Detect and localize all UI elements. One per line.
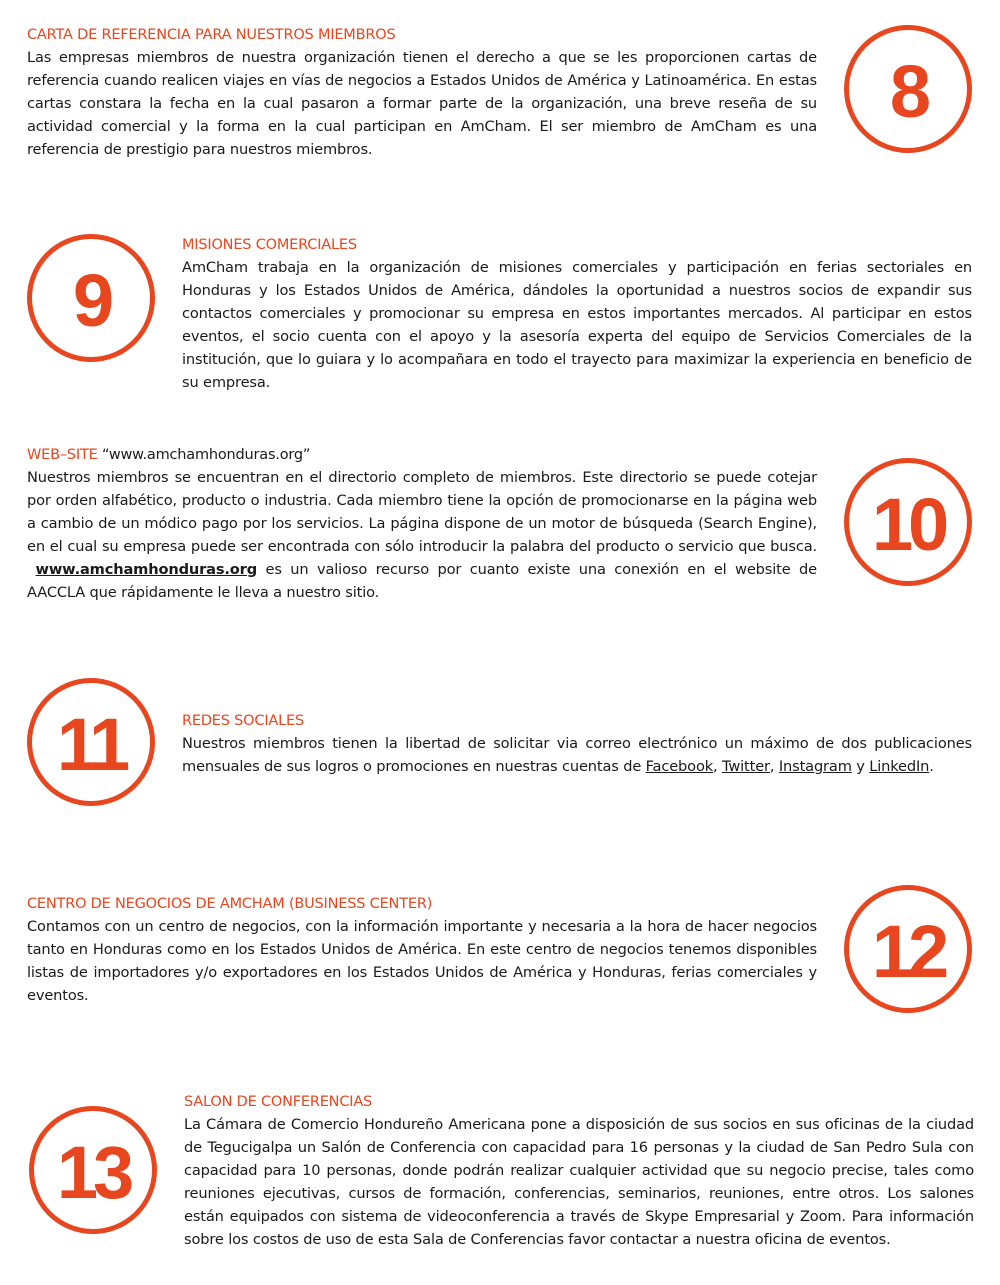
facebook-link[interactable]: Facebook: [645, 758, 714, 775]
section-website: [27, 444, 817, 604]
section-title: REDES SOCIALES: [182, 713, 304, 729]
twitter-link[interactable]: Twitter: [722, 758, 770, 775]
section-salon-conferencias: [184, 1091, 974, 1251]
website-link[interactable]: www.amchamhonduras.org: [35, 561, 258, 578]
number-badge-11: 11: [27, 678, 155, 806]
section-misiones-comerciales: [182, 234, 972, 394]
number-badge-12: 12: [844, 885, 972, 1013]
website-url-title: “www.amchamhonduras.org”: [102, 447, 311, 463]
section-centro-negocios: [27, 893, 817, 1007]
number-badge-9: 9: [27, 234, 155, 362]
section-body: La Cámara de Comercio Hondureño Americana pone a disposición de sus socios en sus oficinas de la ciudad de Tegucigalpa un Salón de Conferencia con capacidad para 16 personas y la ciudad de San Pedro Sula con capacidad para 10 personas, donde podrán realizar cualquier actividad que su negocio precise, tales como reuniones ejecutivas, cursos de formación, conferencias, seminarios, reuniones, entre otros. Los salones están equipados con sistema de videoconferencia a través de Skype Empresarial y Zoom. Para información sobre los costos de uso de esta Sala de Conferencias favor contactar a nuestra oficina de eventos.: [184, 1116, 974, 1248]
section-title: CARTA DE REFERENCIA PARA NUESTROS MIEMBROS: [27, 27, 396, 43]
number-badge-8: 8: [844, 25, 972, 153]
linkedin-link[interactable]: LinkedIn: [869, 758, 930, 775]
section-title: WEB–SITE “www.amchamhonduras.org”: [27, 447, 311, 463]
number-badge-10: 10: [844, 458, 972, 586]
section-body: Contamos con un centro de negocios, con la información importante y necesaria a la hora de hacer negocios tanto en Honduras como en los Estados Unidos de América. En este centro de negocios tenemos disponibles listas de importadores y/o exportadores en los Estados Unidos de América y Honduras, ferias comerciales y eventos.: [27, 918, 817, 1004]
section-title: SALON DE CONFERENCIAS: [184, 1094, 373, 1110]
section-body: Nuestros miembros tienen la libertad de solicitar via correo electrónico un máximo de dos publicaciones mensuales de sus logros o promociones en nuestras cuentas de Facebook, Twitter, Instagram y LinkedIn.: [182, 735, 972, 775]
section-body: Nuestros miembros se encuentran en el directorio completo de miembros. Este directorio se puede cotejar por orden alfabético, producto o industria. Cada miembro tiene la opción de promocionarse en la página web a cambio de un módico pago por los servicios. La página dispone de un motor de búsqueda (Search Engine), en el cual su empresa puede ser encontrada con sólo introducir la palabra del producto o servicio que busca. www.amchamhonduras.org es un valioso recurso por cuanto existe una conexión en el website de AACCLA que rápidamente le lleva a nuestro sitio.: [27, 469, 817, 601]
section-redes-sociales: [182, 710, 972, 778]
section-title: MISIONES COMERCIALES: [182, 237, 357, 253]
instagram-link[interactable]: Instagram: [778, 758, 852, 775]
section-body: Las empresas miembros de nuestra organización tienen el derecho a que se les proporcionen cartas de referencia cuando realicen viajes en vías de negocios a Estados Unidos de América y Latinoamérica. En estas cartas constara la fecha en la cual pasaron a formar parte de la organización, una breve reseña de su actividad comercial y la forma en la cual participan en AmCham. El ser miembro de AmCham es una referencia de prestigio para nuestros miembros.: [27, 49, 817, 158]
number-badge-13: 13: [29, 1106, 157, 1234]
section-carta-referencia: [27, 24, 817, 161]
section-body: AmCham trabaja en la organización de misiones comerciales y participación en ferias sectoriales en Honduras y los Estados Unidos de América, dándoles la oportunidad a nuestros socios de expandir sus contactos comerciales y promocionar su empresa en estos importantes mercados. Al participar en estos eventos, el socio cuenta con el apoyo y la asesoría experta del equipo de Servicios Comerciales de la institución, que lo guiara y lo acompañara en todo el trayecto para maximizar la experiencia en beneficio de su empresa.: [182, 259, 972, 391]
section-title: CENTRO DE NEGOCIOS DE AMCHAM (BUSINESS CENTER): [27, 896, 433, 912]
